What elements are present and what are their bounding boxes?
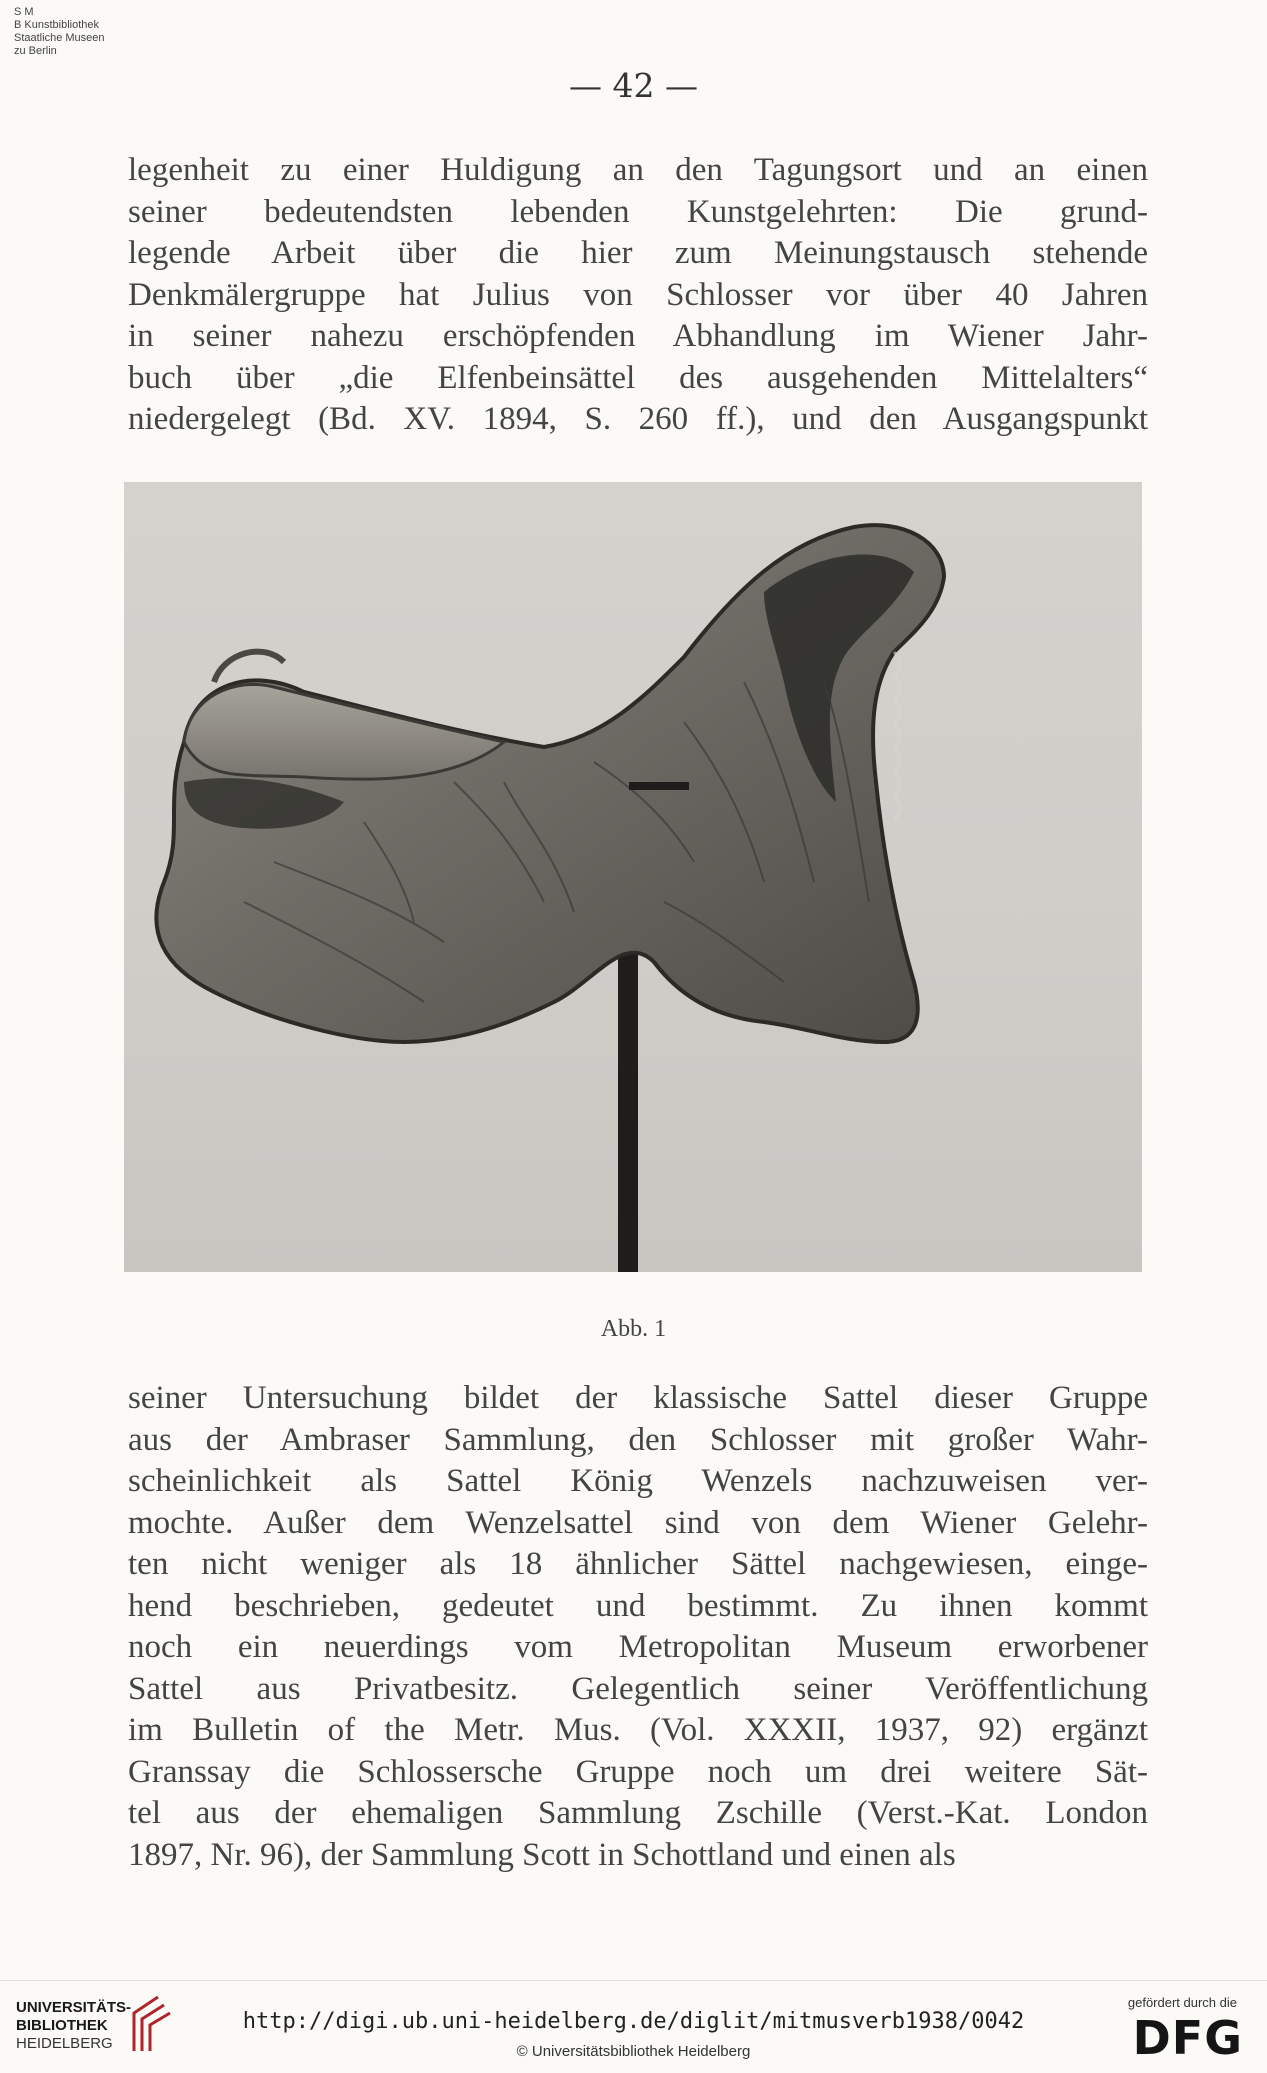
text-line: scheinlichkeit als Sattel König Wenzels nachzuweisen ver-	[128, 1463, 1148, 1499]
stamp-line: Staatliche Museen	[14, 32, 105, 44]
page-footer	[0, 1980, 1267, 2073]
stamp-line: zu Berlin	[14, 45, 57, 57]
text-line: Granssay die Schlossersche Gruppe noch um drei weitere Sät-	[128, 1753, 1148, 1790]
text-line: noch ein neuerdings vom Metropolitan Museum erworbener	[128, 1629, 1148, 1665]
funding-note: gefördert durch die	[1127, 1995, 1237, 2010]
text-line: ten nicht weniger als 18 ähnlicher Sättel nachgewiesen, einge-	[128, 1546, 1148, 1582]
text-line: seiner Untersuchung bildet der klassische Sattel dieser Gruppe	[128, 1380, 1148, 1416]
text-line: tel aus der ehemaligen Sammlung Zschille (Verst.-Kat. London	[128, 1795, 1148, 1831]
copyright-notice: © Universitätsbibliothek Heidelberg	[516, 2043, 751, 2060]
figure-caption: Abb. 1	[600, 1316, 667, 1342]
library-line: HEIDELBERG	[16, 2035, 113, 2052]
text-line: in seiner nahezu erschöpfenden Abhandlung im Wiener Jahr-	[128, 318, 1148, 354]
text-line: seiner bedeutendsten lebenden Kunstgelehrten: Die grund-	[128, 193, 1148, 230]
permalink-url[interactable]: http://digi.ub.uni-heidelberg.de/diglit/mitmusverb1938/0042	[242, 2009, 1025, 2034]
library-stamp	[14, 6, 105, 58]
saddle-cantle	[184, 684, 504, 779]
text-line: aus der Ambraser Sammlung, den Schlosser mit großer Wahr-	[128, 1421, 1148, 1458]
text-line: legende Arbeit über die hier zum Meinungstausch stehende	[128, 235, 1148, 271]
text-line: Denkmälergruppe hat Julius von Schlosser vor über 40 Jahren	[128, 276, 1148, 313]
text-line: mochte. Außer dem Wenzelsattel sind von dem Wiener Gelehr-	[128, 1504, 1148, 1541]
stamp-line: S M	[14, 6, 34, 18]
text-line: hend beschrieben, gedeutet und bestimmt. Zu ihnen kommt	[128, 1587, 1148, 1624]
text-line: im Bulletin of the Metr. Mus. (Vol. XXXII, 1937, 92) ergänzt	[128, 1712, 1148, 1748]
saddle-illustration	[124, 482, 1142, 1272]
text-line: 1897, Nr. 96), der Sammlung Scott in Schottland und einen als	[128, 1836, 956, 1873]
text-line: Sattel aus Privatbesitz. Gelegentlich seiner Veröffentlichung	[128, 1670, 1148, 1707]
saddle-photograph	[124, 482, 1142, 1272]
paragraph-top	[128, 150, 1148, 441]
library-line: BIBLIOTHEK	[16, 2017, 108, 2034]
text-line: legenheit zu einer Huldigung an den Tagungsort und an einen	[128, 152, 1148, 188]
library-line: UNIVERSITÄTS-	[16, 1999, 132, 2016]
dfg-logo: DFG	[1132, 2011, 1243, 2065]
text-line: buch über „die Elfenbeinsättel des ausgehenden Mittelalters“	[128, 359, 1148, 396]
stamp-line: B Kunstbibliothek	[14, 19, 99, 31]
text-line: niedergelegt (Bd. XV. 1894, S. 260 ff.), und den Ausgangspunkt	[128, 401, 1148, 437]
paragraph-bottom	[128, 1378, 1148, 1876]
stand-pole	[618, 922, 638, 1272]
page-number: — 42 —	[569, 66, 698, 105]
